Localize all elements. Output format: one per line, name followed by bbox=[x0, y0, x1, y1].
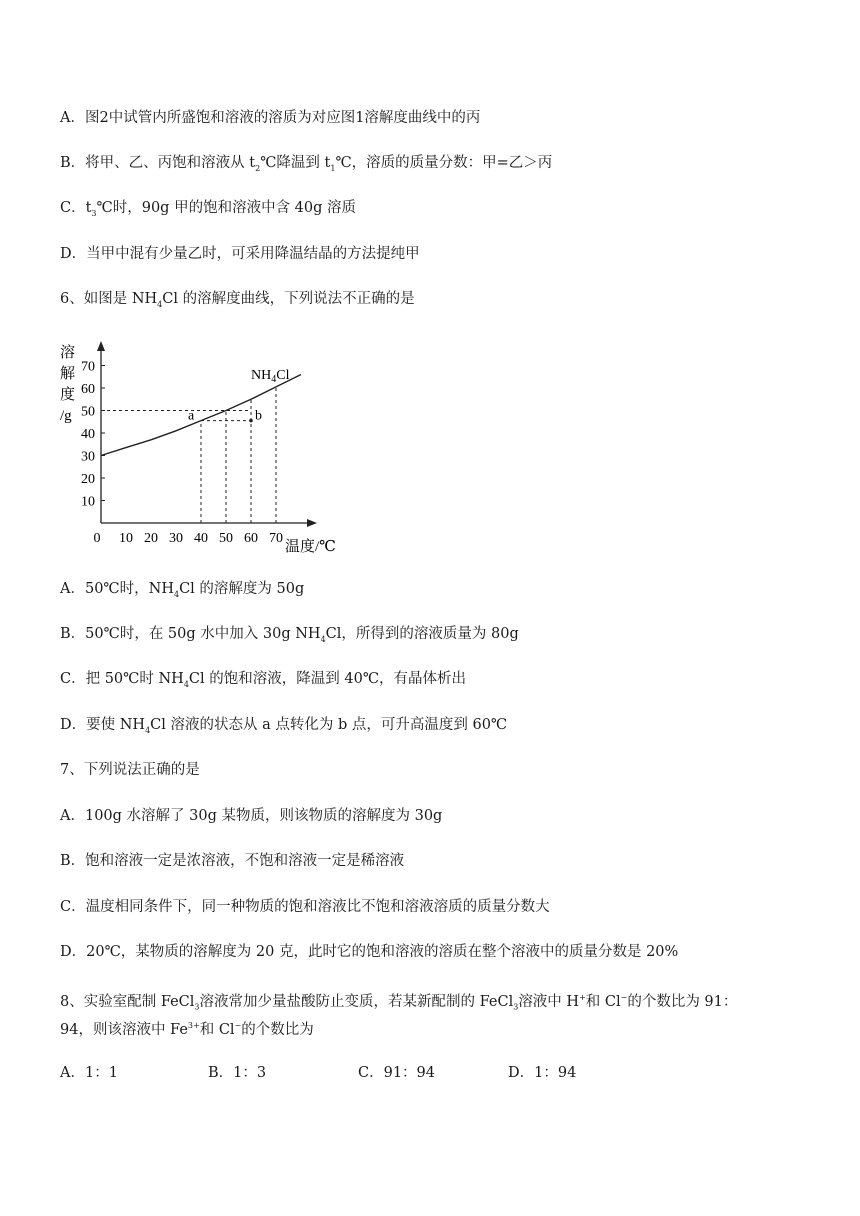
q6-option-a: A．50℃时，$NH_4Cl$ 的溶解度为 50g bbox=[60, 581, 305, 599]
x-axis-arrow bbox=[307, 519, 317, 527]
x-tick-label: 60 bbox=[244, 531, 258, 546]
y-tick-label: 30 bbox=[81, 449, 95, 465]
y-tick-label: 50 bbox=[81, 404, 95, 420]
y-tick-label: 40 bbox=[81, 427, 95, 442]
q6-option-c: C．把 50℃时 $NH_4Cl$ 的饱和溶液，降温到 40℃，有晶体析出 bbox=[60, 671, 467, 689]
y-tick-label: 70 bbox=[81, 359, 95, 375]
y-axis-label-2: 解 bbox=[60, 366, 76, 382]
q8-option-d: D．1：94 bbox=[508, 1065, 577, 1081]
q7-option-c: C．温度相同条件下，同一种物质的饱和溶液比不饱和溶液溶质的质量分数大 bbox=[60, 899, 550, 915]
q6-stem: 6、如图是 $NH_4Cl$ 的溶解度曲线，下列说法不正确的是 bbox=[60, 291, 415, 309]
q8-stem-line1: 8、实验室配制 FeCl$_3$溶液常加少量盐酸防止变质，若某新配制的 FeCl$_3$溶液中 H+和 Cl−的个数比为 91： bbox=[60, 993, 738, 1012]
y-tick-label: 60 bbox=[81, 382, 95, 397]
x-axis-label: 温度/℃ bbox=[285, 539, 336, 555]
y-axis-label-3: 度 bbox=[60, 387, 76, 403]
y-axis-label-4: /g bbox=[60, 408, 72, 424]
q7-option-d: D．20℃，某物质的溶解度为 20 克，此时它的饱和溶液的溶质在整个溶液中的质量分数是 20% bbox=[60, 944, 679, 960]
x-tick-label: 50 bbox=[219, 531, 233, 546]
q5-option-d: D．当甲中混有少量乙时，可采用降温结晶的方法提纯甲 bbox=[60, 246, 420, 262]
point-b-mark bbox=[249, 419, 253, 423]
q5-option-b: B．将甲、乙、丙饱和溶液从 $t_2℃$降温到 $t_1℃$，溶质的质量分数：甲=乙＞丙 bbox=[60, 155, 553, 173]
q6-option-b: B．50℃时，在 50g 水中加入 30g $NH_4Cl$，所得到的溶液质量为 80g bbox=[60, 626, 519, 644]
q6-option-d: D．要使 $NH_4Cl$ 溶液的状态从 a 点转化为 b 点，可升高温度到 60℃ bbox=[60, 717, 508, 735]
series-label: $NH_4Cl$ bbox=[251, 368, 290, 385]
point-a-label: a bbox=[188, 408, 195, 424]
q8-option-a: A．1：1 bbox=[60, 1065, 118, 1081]
y-tick-label: 20 bbox=[81, 472, 95, 487]
q5-option-a: A．图2中试管内所盛饱和溶液的溶质为对应图1溶解度曲线中的丙 bbox=[60, 110, 481, 126]
x-tick-label: 70 bbox=[269, 531, 283, 546]
q7-stem: 7、下列说法正确的是 bbox=[60, 762, 200, 778]
y-tick-label: 10 bbox=[81, 494, 95, 510]
solubility-chart bbox=[55, 335, 345, 560]
q8-stem-line2: 94，则该溶液中 $Fe^{3+}$和 Cl−的个数比为 bbox=[60, 1021, 314, 1038]
x-tick-label: 0 bbox=[93, 531, 101, 546]
x-tick-label: 20 bbox=[144, 531, 158, 546]
q7-option-a: A．100g 水溶解了 30g 某物质，则该物质的溶解度为 30g bbox=[60, 808, 443, 824]
y-axis-label-1: 溶 bbox=[60, 345, 76, 361]
x-tick-label: 40 bbox=[194, 531, 208, 546]
q8-option-c: C．91：94 bbox=[358, 1065, 435, 1081]
y-axis-arrow bbox=[97, 341, 105, 351]
point-b-label: b bbox=[255, 408, 262, 424]
q7-option-b: B．饱和溶液一定是浓溶液，不饱和溶液一定是稀溶液 bbox=[60, 853, 405, 869]
q8-option-b: B．1：3 bbox=[208, 1065, 267, 1081]
x-tick-label: 30 bbox=[169, 531, 183, 546]
x-tick-label: 10 bbox=[119, 531, 133, 546]
q5-option-c: C．$t_3℃$时，90g 甲的饱和溶液中含 40g 溶质 bbox=[60, 200, 357, 218]
